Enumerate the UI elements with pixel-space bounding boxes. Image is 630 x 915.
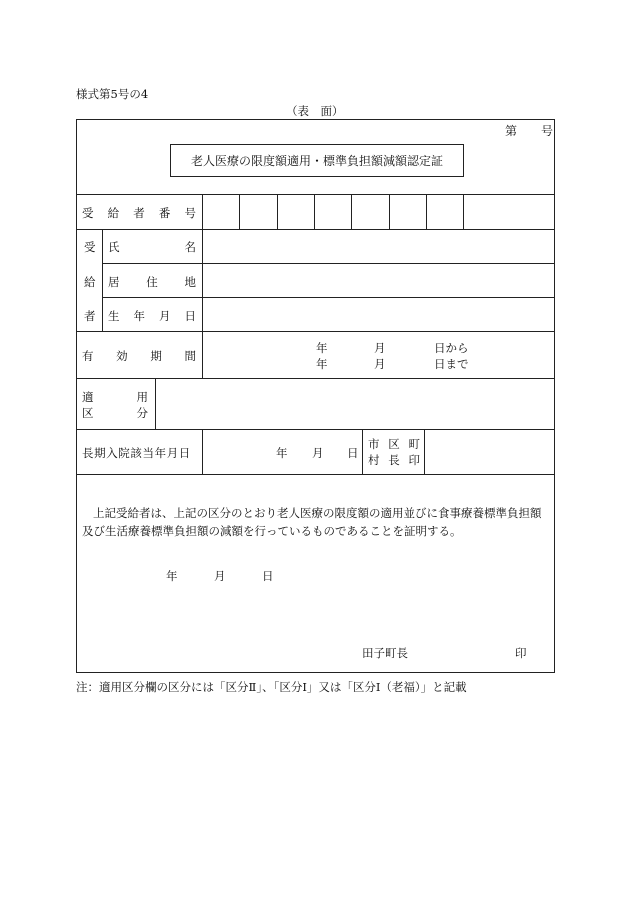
- validity-period-label: 有 効 期 間: [82, 349, 196, 363]
- recipient-vertical-2: 給: [84, 275, 96, 289]
- digit-box-divider: [351, 194, 352, 229]
- vline: [202, 331, 203, 378]
- hline: [102, 297, 555, 298]
- hline: [76, 429, 555, 430]
- hline: [76, 331, 555, 332]
- hline: [76, 378, 555, 379]
- footnote: 注：適用区分欄の区分には「区分Ⅱ」、「区分Ⅰ」又は「区分Ⅰ（老福）」と記載: [76, 680, 467, 694]
- side-label: （表 面）: [286, 104, 344, 118]
- long-stay-label: 長期入院該当年月日: [82, 446, 191, 460]
- name-label: 氏 名: [108, 240, 196, 254]
- vline: [362, 429, 363, 474]
- form-number: 様式第5号の4: [76, 87, 149, 101]
- declaration-text: 上記受給者は、上記の区分のとおり老人医療の限度額の適用並びに食事療養標準負担額及び生活療養標準負担額の減額を行っているものであることを証明する。: [82, 506, 542, 538]
- recipient-vertical-1: 受: [84, 240, 96, 254]
- digit-box-divider: [426, 194, 427, 229]
- digit-box-divider: [389, 194, 390, 229]
- certificate-number-label: 第 号: [505, 124, 554, 138]
- recipient-number-label: 受 給 者 番 号: [82, 206, 196, 220]
- vline: [202, 194, 203, 331]
- hline: [102, 263, 555, 264]
- vline: [102, 229, 103, 331]
- vline: [424, 429, 425, 474]
- mayor-seal-label-line2: 村 長 印: [368, 453, 420, 467]
- digit-box-divider: [463, 194, 464, 229]
- digit-box-divider: [314, 194, 315, 229]
- digit-box-divider: [239, 194, 240, 229]
- mayor-seal-label-line1: 市 区 町: [368, 437, 420, 451]
- seal-mark: 印: [515, 646, 527, 660]
- vline: [155, 378, 156, 429]
- document-title: 老人医療の限度額適用・標準負担額減額認定証: [170, 144, 464, 177]
- recipient-vertical-3: 者: [84, 309, 96, 323]
- vline: [202, 429, 203, 474]
- category-label-line2: 区 分: [82, 406, 148, 420]
- hline: [76, 474, 555, 475]
- birthdate-label: 生 年 月 日: [108, 309, 196, 323]
- category-label-line1: 適 用: [82, 390, 148, 404]
- address-label: 居 住 地: [108, 275, 196, 289]
- hline: [76, 229, 555, 230]
- hline: [76, 194, 555, 195]
- issuer-name: 田子町長: [362, 646, 408, 660]
- digit-box-divider: [277, 194, 278, 229]
